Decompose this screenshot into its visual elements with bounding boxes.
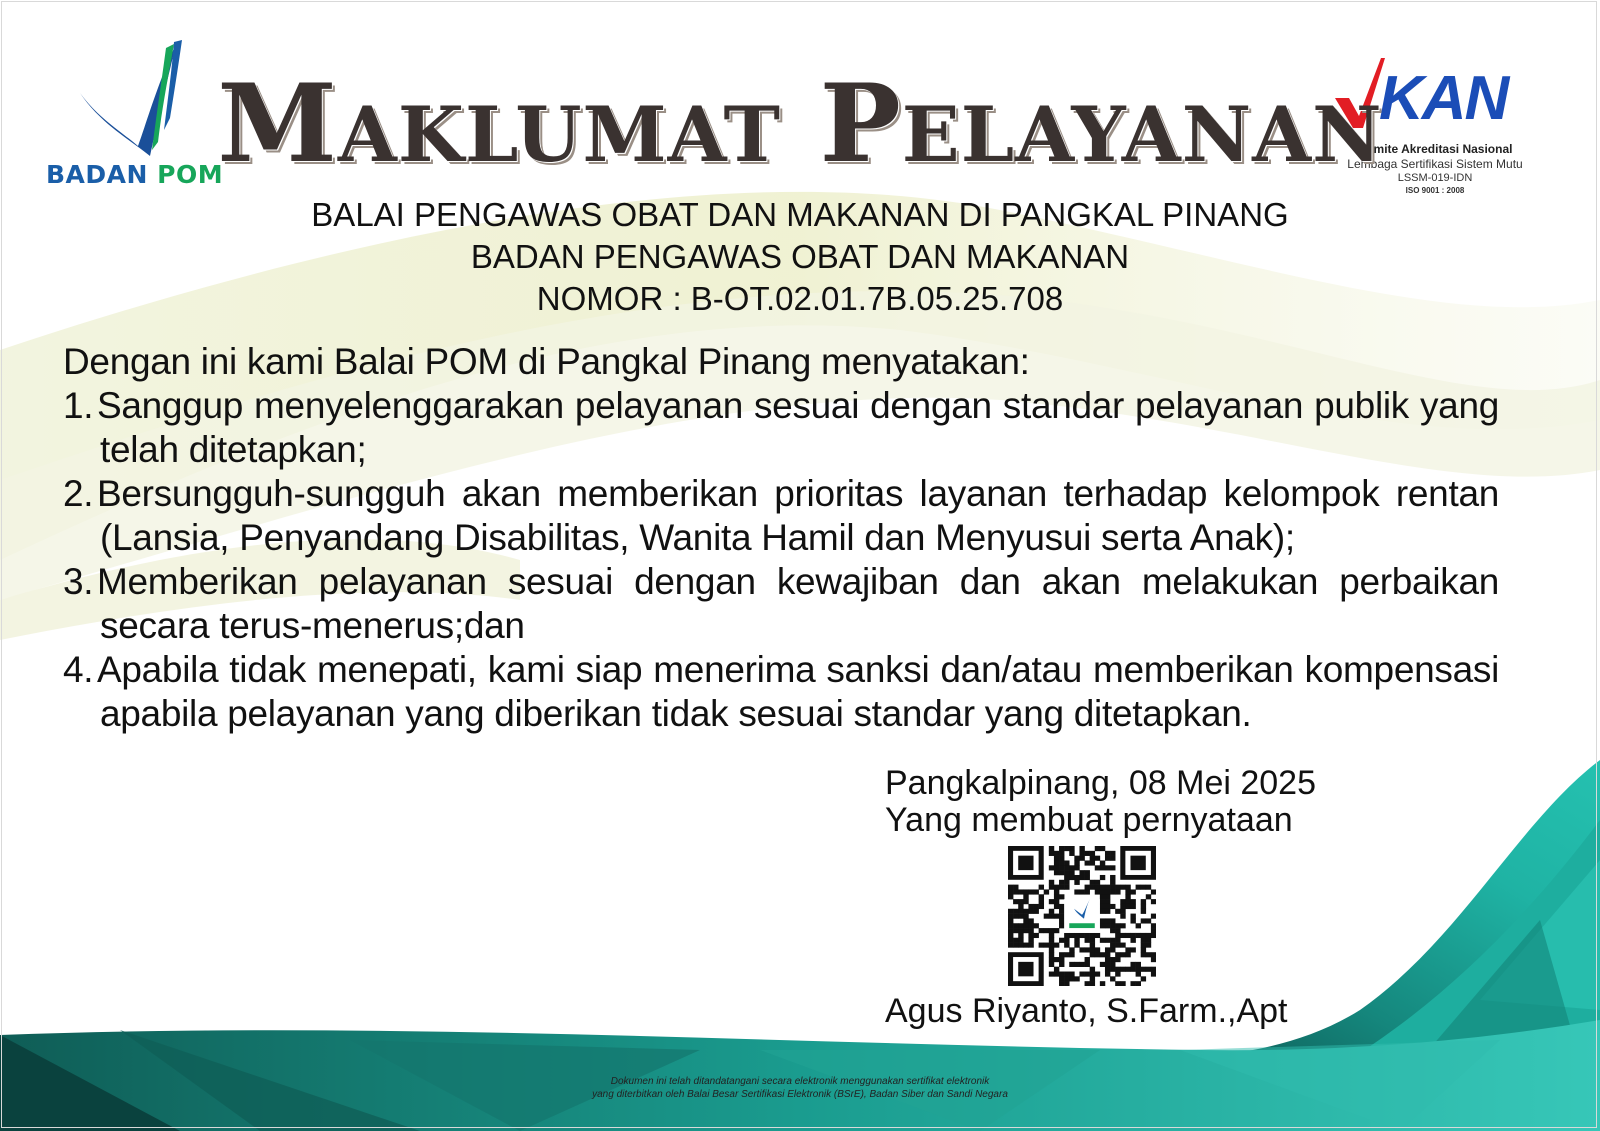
item-text: Memberikan pelayanan sesuai dengan kewajiban dan akan melakukan perbaikan secara terus-menerus;dan: [97, 561, 1499, 646]
item-number: 2.: [63, 473, 94, 514]
logo-word-badan: BADAN: [46, 160, 148, 189]
header-agency: BADAN PENGAWAS OBAT DAN MAKANAN: [470, 238, 1130, 275]
logo-word-pom: POM: [157, 160, 224, 189]
item-number: 4.: [63, 649, 94, 690]
signature-role: Yang membuat pernyataan: [885, 801, 1293, 839]
item-number: 1.: [63, 385, 94, 426]
statement-item: [63, 384, 1499, 472]
statement-item: [63, 560, 1499, 648]
header-institution: BALAI PENGAWAS OBAT DAN MAKANAN DI PANGKAL PINANG: [311, 196, 1289, 233]
header-number: NOMOR : B-OT.02.01.7B.05.25.708: [536, 280, 1064, 317]
signatory-name: Agus Riyanto, S.Farm.,Apt: [885, 992, 1288, 1030]
item-text: Bersungguh-sungguh akan memberikan prioritas layanan terhadap kelompok rentan (Lansia, Penyandang Disabilitas, Wanita Hamil dan Menyusui serta Anak);: [97, 473, 1499, 558]
statement-item: [63, 648, 1499, 736]
signature-place-date: Pangkalpinang, 08 Mei 2025: [885, 764, 1316, 802]
item-text: Apabila tidak menepati, kami siap menerima sanksi dan/atau memberikan kompensasi apabila pelayanan yang diberikan tidak sesuai standar yang ditetapkan.: [97, 649, 1499, 734]
item-number: 3.: [63, 561, 94, 602]
item-text: Sanggup menyelenggarakan pelayanan sesuai dengan standar pelayanan publik yang telah ditetapkan;: [97, 385, 1499, 470]
qr-code-icon: [1008, 846, 1156, 986]
document-title: Maklumat Pelayanan: [217, 61, 1383, 187]
footnote-line-2: yang diterbitkan oleh Balai Besar Sertifikasi Elektronik (BSrE), Badan Siber dan Sandi Negara: [592, 1089, 1008, 1100]
statement-item: [63, 472, 1499, 560]
kan-line-1: Komite Akreditasi Nasional: [1357, 142, 1513, 156]
statement-intro: Dengan ini kami Balai POM di Pangkal Pinang menyatakan:: [63, 341, 1030, 382]
footnote-line-1: Dokumen ini telah ditandatangani secara elektronik menggunakan sertifikat elektronik: [610, 1076, 990, 1087]
kan-line-3: LSSM-019-IDN: [1397, 172, 1473, 184]
kan-wordmark: KAN: [1379, 64, 1508, 133]
kan-line-2: Lembaga Sertifikasi Sistem Mutu: [1347, 157, 1523, 171]
kan-line-4: ISO 9001 : 2008: [1405, 186, 1465, 195]
